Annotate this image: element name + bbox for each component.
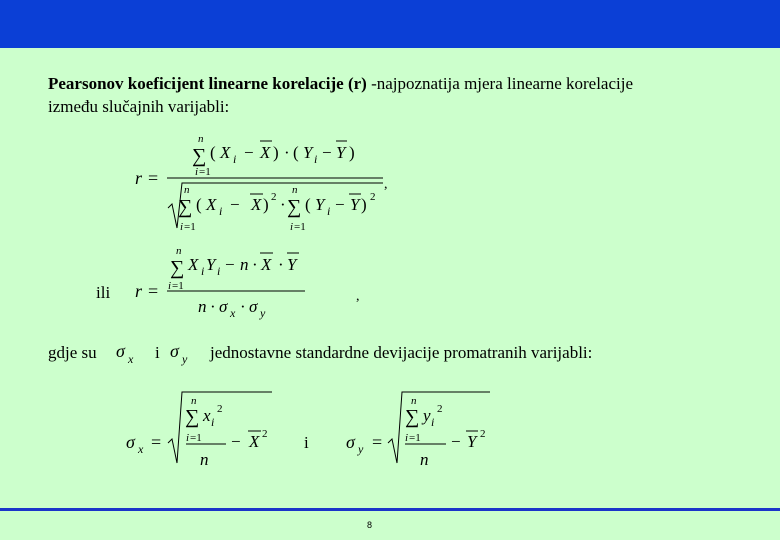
svg-text:σ: σ [116, 341, 125, 361]
svg-text:σ: σ [219, 297, 228, 316]
svg-text:2: 2 [262, 428, 268, 440]
svg-text:σ: σ [249, 297, 258, 316]
svg-text:Y: Y [287, 255, 297, 274]
svg-text:∑: ∑ [178, 196, 193, 218]
svg-text:,: , [356, 289, 360, 304]
svg-text:i: i [180, 221, 184, 233]
svg-text:): ) [263, 195, 269, 214]
svg-text:r: r [135, 281, 143, 301]
svg-text:2: 2 [217, 403, 223, 415]
svg-text:∑: ∑ [185, 406, 200, 428]
svg-text:n: n [176, 245, 182, 257]
svg-text:·: · [252, 255, 258, 274]
svg-text:=: = [151, 432, 162, 452]
svg-text:−: − [230, 195, 240, 214]
svg-text:·: · [280, 195, 286, 214]
svg-text:2: 2 [480, 428, 486, 440]
svg-text:σ: σ [346, 432, 355, 452]
svg-text:X: X [220, 143, 231, 162]
svg-text:−: − [451, 432, 461, 451]
svg-text:(: ( [210, 143, 216, 162]
svg-text:·: · [278, 255, 284, 274]
svg-text:,: , [384, 177, 388, 192]
svg-text:∑: ∑ [192, 145, 207, 167]
intro-rest: -najpoznatija mjera linearne korelacije [366, 74, 634, 93]
svg-text:x: x [138, 442, 144, 456]
svg-text:=1: =1 [172, 280, 184, 292]
svg-text:n: n [240, 255, 249, 274]
svg-text:X: X [188, 255, 199, 274]
footer-rule [0, 508, 780, 511]
svg-text:i: i [201, 264, 205, 278]
svg-text:Y: Y [350, 195, 360, 214]
svg-text:=: = [148, 281, 159, 301]
svg-text:−: − [335, 195, 345, 214]
svg-text:∑: ∑ [405, 406, 420, 428]
svg-text:=1: =1 [184, 221, 196, 233]
svg-text:i: i [314, 152, 318, 166]
svg-text:X: X [206, 195, 217, 214]
i-connector-label: i [155, 343, 160, 362]
svg-text:=: = [148, 168, 159, 188]
svg-text:(: ( [305, 195, 311, 214]
svg-text:Y: Y [315, 195, 325, 214]
svg-text:=: = [372, 432, 383, 452]
svg-text:−: − [231, 432, 241, 451]
svg-text:): ) [273, 143, 279, 162]
svg-text:n: n [411, 395, 417, 407]
page-number: 8 [367, 520, 373, 530]
svg-text:n: n [200, 450, 209, 469]
svg-text:Y: Y [467, 432, 477, 451]
svg-text:(: ( [293, 143, 299, 162]
svg-text:=1: =1 [294, 221, 306, 233]
svg-text:i: i [219, 204, 223, 218]
svg-text:·: · [240, 297, 246, 316]
svg-text:i: i [168, 280, 172, 292]
svg-text:y: y [423, 406, 431, 425]
svg-text:−: − [244, 143, 254, 162]
svg-text:(: ( [196, 195, 202, 214]
svg-text:i: i [186, 432, 190, 444]
svg-text:i: i [233, 152, 237, 166]
svg-text:2: 2 [370, 191, 376, 203]
svg-text:X: X [260, 143, 271, 162]
svg-text:2: 2 [271, 191, 277, 203]
svg-text:Y: Y [336, 143, 346, 162]
svg-text:): ) [361, 195, 367, 214]
svg-text:i: i [211, 415, 215, 429]
svg-text:y: y [358, 442, 364, 456]
svg-text:·: · [284, 143, 290, 162]
svg-text:∑: ∑ [287, 196, 302, 218]
svg-text:σ: σ [126, 432, 135, 452]
svg-text:2: 2 [437, 403, 443, 415]
svg-text:−: − [322, 143, 332, 162]
i-connector-bottom: i [304, 433, 309, 452]
svg-text:X: X [249, 432, 260, 451]
svg-text:n: n [198, 297, 207, 316]
svg-text:=1: =1 [190, 432, 202, 444]
intro-line-2: između slučajnih varijabli: [48, 97, 230, 116]
svg-text:i: i [431, 415, 435, 429]
svg-text:y: y [182, 352, 188, 366]
svg-text:i: i [195, 166, 199, 178]
svg-text:n: n [198, 133, 204, 145]
svg-text:i: i [327, 204, 331, 218]
svg-text:=1: =1 [409, 432, 421, 444]
svg-text:n: n [191, 395, 197, 407]
svg-text:−: − [225, 255, 235, 274]
gdje-su-label: gdje su [48, 343, 97, 362]
intro-bold-term: Pearsonov koeficijent linearne korelacije (r) [48, 74, 367, 93]
svg-text:x: x [230, 306, 236, 320]
svg-text:): ) [349, 143, 355, 162]
svg-text:Y: Y [206, 255, 216, 274]
svg-text:n: n [292, 184, 298, 196]
svg-text:n: n [420, 450, 429, 469]
svg-text:r: r [135, 168, 143, 188]
svg-text:=1: =1 [199, 166, 211, 178]
svg-text:·: · [210, 297, 216, 316]
svg-text:X: X [261, 255, 272, 274]
svg-text:i: i [290, 221, 294, 233]
svg-text:i: i [405, 432, 409, 444]
svg-text:X: X [251, 195, 262, 214]
svg-text:∑: ∑ [170, 257, 185, 279]
svg-text:y: y [260, 306, 266, 320]
svg-text:x: x [203, 406, 211, 425]
svg-text:Y: Y [303, 143, 313, 162]
svg-text:σ: σ [170, 341, 179, 361]
svg-text:x: x [128, 352, 134, 366]
ili-label: ili [96, 283, 111, 302]
svg-text:i: i [217, 264, 221, 278]
description-text: jednostavne standardne devijacije promatranih varijabli: [210, 343, 593, 362]
svg-text:n: n [184, 184, 190, 196]
